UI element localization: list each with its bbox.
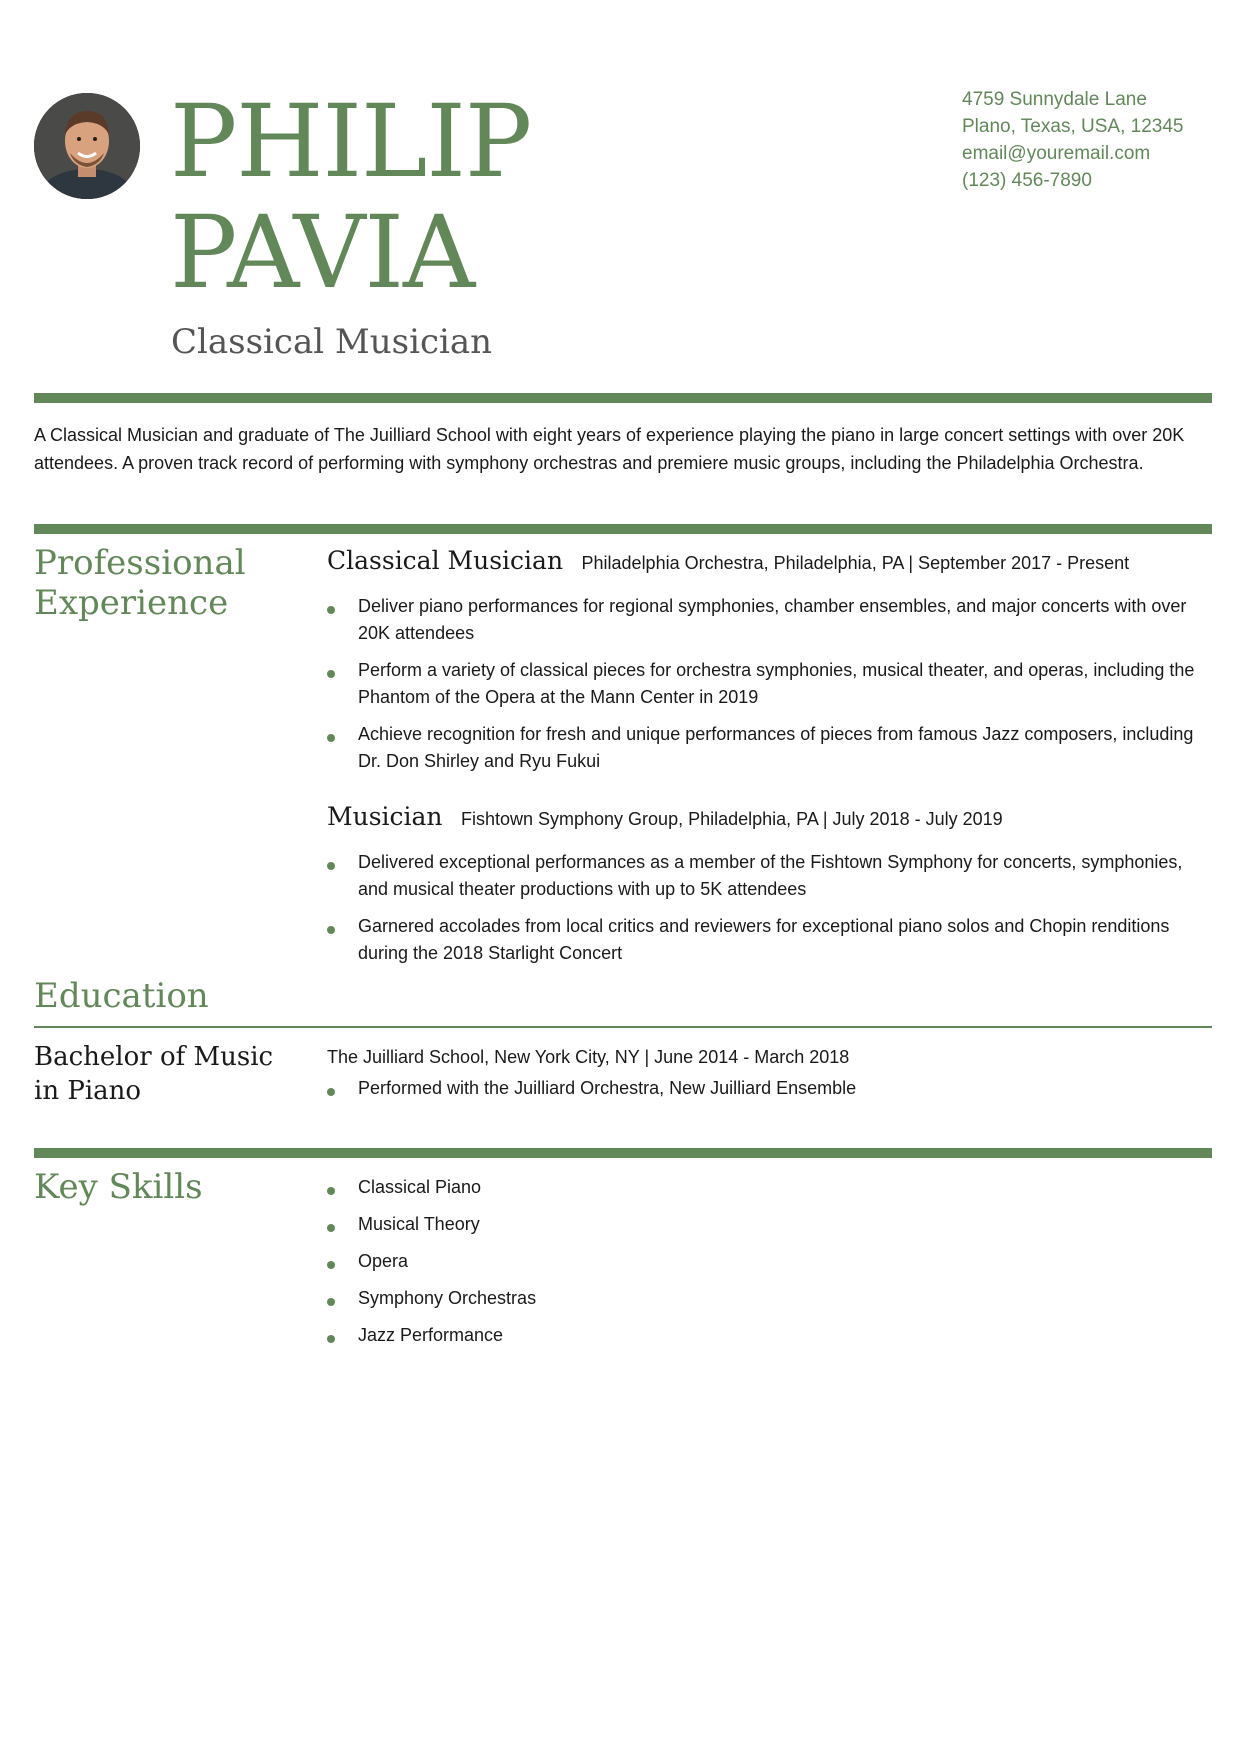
job-header [327,802,1003,831]
bullet-text: Performed with the Juilliard Orchestra, New Juilliard Ensemble [358,1078,857,1098]
phone: (123) 456-7890 [962,170,1092,191]
list-item [327,1211,1207,1238]
summary-paragraph: A Classical Musician and graduate of The Juilliard School with eight years of experience playing the piano in large concert settings with over 20K attendees. A proven track record of performing with symphony orchestras and premiere music groups, including the Philadelphia Orchestra. [34,425,1185,473]
bullet-icon [327,734,335,742]
list-item [327,721,1207,775]
bullet-icon [327,1088,335,1096]
skill-text: Opera [358,1251,409,1271]
skills-heading: Key Skills [34,1167,203,1207]
job-title-header: Classical Musician [171,322,493,362]
person-avatar-icon [34,93,140,199]
experience-heading-line-1: Professional [34,543,246,583]
list-item [327,1285,1207,1312]
bullet-text: Perform a variety of classical pieces for orchestra symphonies, musical theater, and operas, including the Phantom of the Opera at the Mann Center in 2019 [358,660,1195,707]
bullet-text: Achieve recognition for fresh and unique performances of pieces from famous Jazz composers, including Dr. Don Shirley and Ryu Fukui [358,724,1194,771]
list-item [327,849,1207,903]
job-bullets [327,593,1207,785]
job-bullets [327,849,1207,977]
list-item [327,1174,1207,1201]
job-meta: Fishtown Symphony Group, Philadelphia, PA | July 2018 - July 2019 [460,809,1003,829]
first-name: PHILIP [170,83,532,200]
bullet-icon [327,1298,335,1306]
skill-text: Classical Piano [358,1177,482,1197]
list-item [327,1075,1207,1102]
skill-text: Musical Theory [358,1214,480,1234]
address-line-2: Plano, Texas, USA, 12345 [962,116,1184,137]
list-item [327,913,1207,967]
job-title: Classical Musician [327,546,564,575]
contact-block [962,86,1183,194]
skill-text: Jazz Performance [358,1325,504,1345]
list-item [327,657,1207,711]
skill-text: Symphony Orchestras [358,1288,537,1308]
list-item [327,593,1207,647]
bullet-text: Delivered exceptional performances as a member of the Fishtown Symphony for concerts, symphonies, and musical theater productions with up to 5K attendees [358,852,1183,899]
experience-heading-line-2: Experience [34,583,229,623]
education-meta: The Juilliard School, New York City, NY | June 2014 - March 2018 [327,1047,850,1067]
bullet-icon [327,1335,335,1343]
list-item [327,1248,1207,1275]
email[interactable]: email@youremail.com [962,143,1151,164]
bullet-text: Deliver piano performances for regional symphonies, chamber ensembles, and major concerts with over 20K attendees [358,596,1187,643]
job-header [327,546,1129,575]
job-meta: Philadelphia Orchestra, Philadelphia, PA | September 2017 - Present [581,553,1130,573]
last-name: PAVIA [170,194,475,311]
job-title: Musician [327,802,443,831]
bullet-icon [327,1224,335,1232]
bullet-icon [327,1187,335,1195]
education-bullets [327,1075,1207,1112]
divider-bar [34,393,1212,403]
skills-list [327,1174,1207,1359]
bullet-icon [327,862,335,870]
bullet-icon [327,606,335,614]
bullet-icon [327,1261,335,1269]
bullet-icon [327,670,335,678]
divider-line [34,1026,1212,1028]
list-item [327,1322,1207,1349]
experience-heading [34,543,246,623]
divider-bar [34,1148,1212,1158]
bullet-icon [327,926,335,934]
bullet-text: Garnered accolades from local critics and reviewers for exceptional piano solos and Chopin renditions during the 2018 Starlight Concert [358,916,1170,963]
degree-title: Bachelor of Music in Piano [34,1042,274,1106]
profile-photo [34,93,140,199]
education-heading: Education [34,976,209,1016]
address-line-1: 4759 Sunnydale Lane [962,89,1147,110]
divider-bar [34,524,1212,534]
